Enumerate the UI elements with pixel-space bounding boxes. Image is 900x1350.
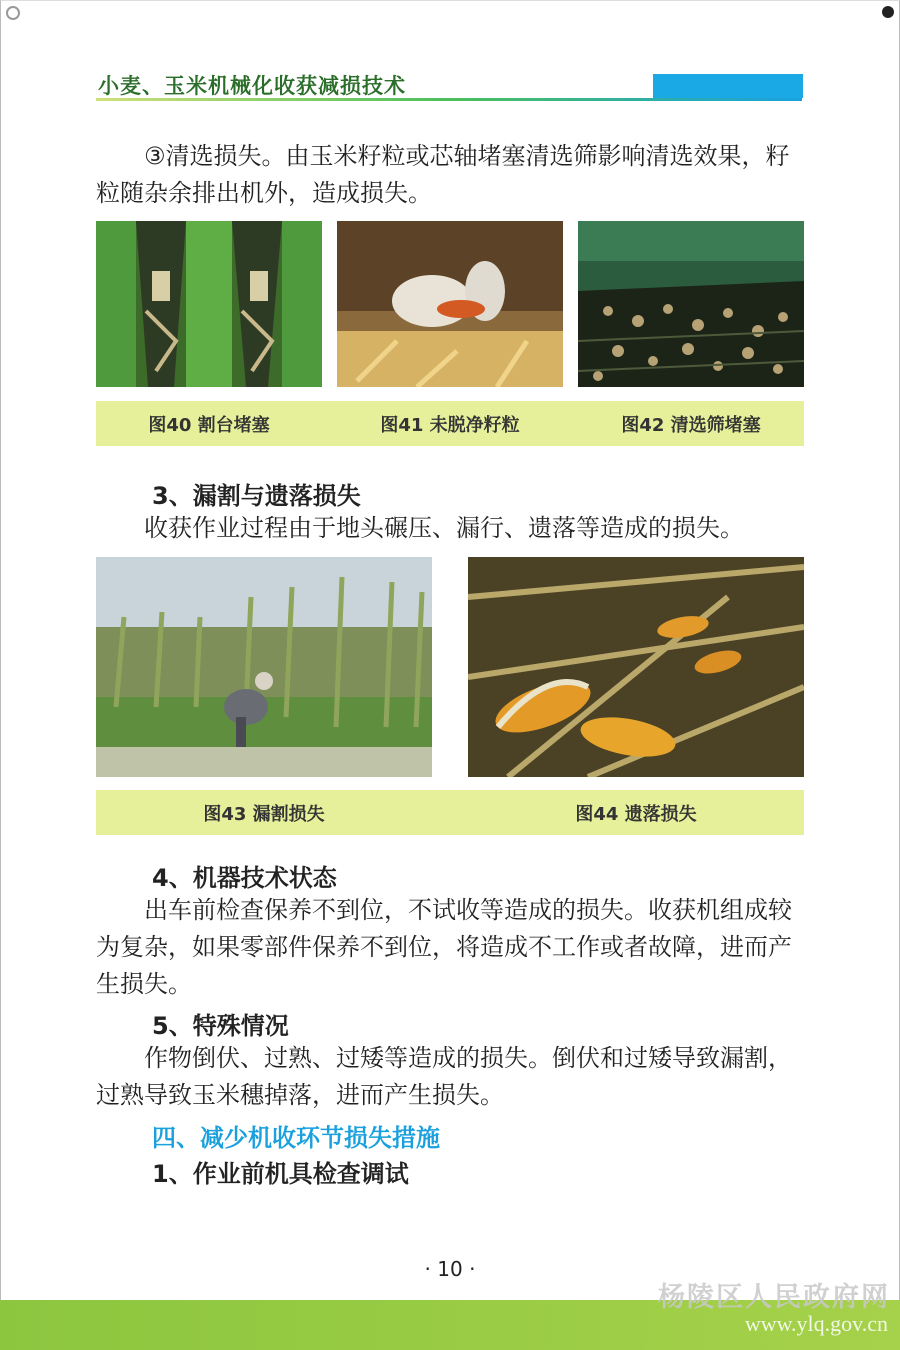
- figure-caption-band-row2: [96, 790, 804, 835]
- registration-mark-icon: [6, 6, 20, 20]
- section-3-heading: 3、漏割与遗落损失: [152, 482, 361, 510]
- watermark-url: www.ylq.gov.cn: [744, 1311, 888, 1336]
- figure-40-photo: [96, 221, 322, 387]
- subsection-1-heading: 1、作业前机具检查调试: [152, 1160, 409, 1188]
- figure-43-photo: [96, 557, 432, 777]
- page-number: · 10 ·: [424, 1257, 476, 1281]
- running-header-title: 小麦、玉米机械化收获减损技术: [98, 74, 406, 98]
- figure-caption-band-row1: [96, 401, 804, 446]
- figure-41-photo: [337, 221, 563, 387]
- section-5-heading: 5、特殊情况: [152, 1012, 289, 1040]
- intro-paragraph: ③清选损失。由玉米籽粒或芯轴堵塞清选筛影响清选效果，籽粒随杂余排出机外，造成损失。: [96, 142, 790, 207]
- section-5-text: 作物倒伏、过熟、过矮等造成的损失。倒伏和过矮导致漏割，过熟导致玉米穗掉落，进而产生损失。: [96, 1044, 792, 1109]
- section-4-text: 出车前检查保养不到位，不试收等造成的损失。收获机组成较为复杂，如果零部件保养不到位，将造成不工作或者故障，进而产生损失。: [96, 896, 792, 998]
- watermark-site-name: 杨陵区人民政府网: [658, 1282, 890, 1313]
- figure-41-caption: 图41 未脱净籽粒: [380, 414, 520, 436]
- figure-42-caption: 图42 清选筛堵塞: [621, 414, 761, 436]
- chapter-4-heading: 四、减少机收环节损失措施: [152, 1124, 440, 1152]
- registration-mark-icon: [882, 6, 894, 18]
- figure-43-caption: 图43 漏割损失: [203, 803, 325, 825]
- figure-44-photo: [468, 557, 804, 777]
- section-4-heading: 4、机器技术状态: [152, 864, 337, 892]
- figure-40-caption: 图40 割台堵塞: [148, 414, 270, 436]
- section-3-text: 收获作业过程由于地头碾压、漏行、遗落等造成的损失。: [144, 514, 744, 542]
- figure-42-photo: [578, 221, 804, 387]
- header-rule: [96, 98, 802, 101]
- figure-44-caption: 图44 遗落损失: [575, 803, 697, 825]
- header-accent-bar: [653, 74, 803, 98]
